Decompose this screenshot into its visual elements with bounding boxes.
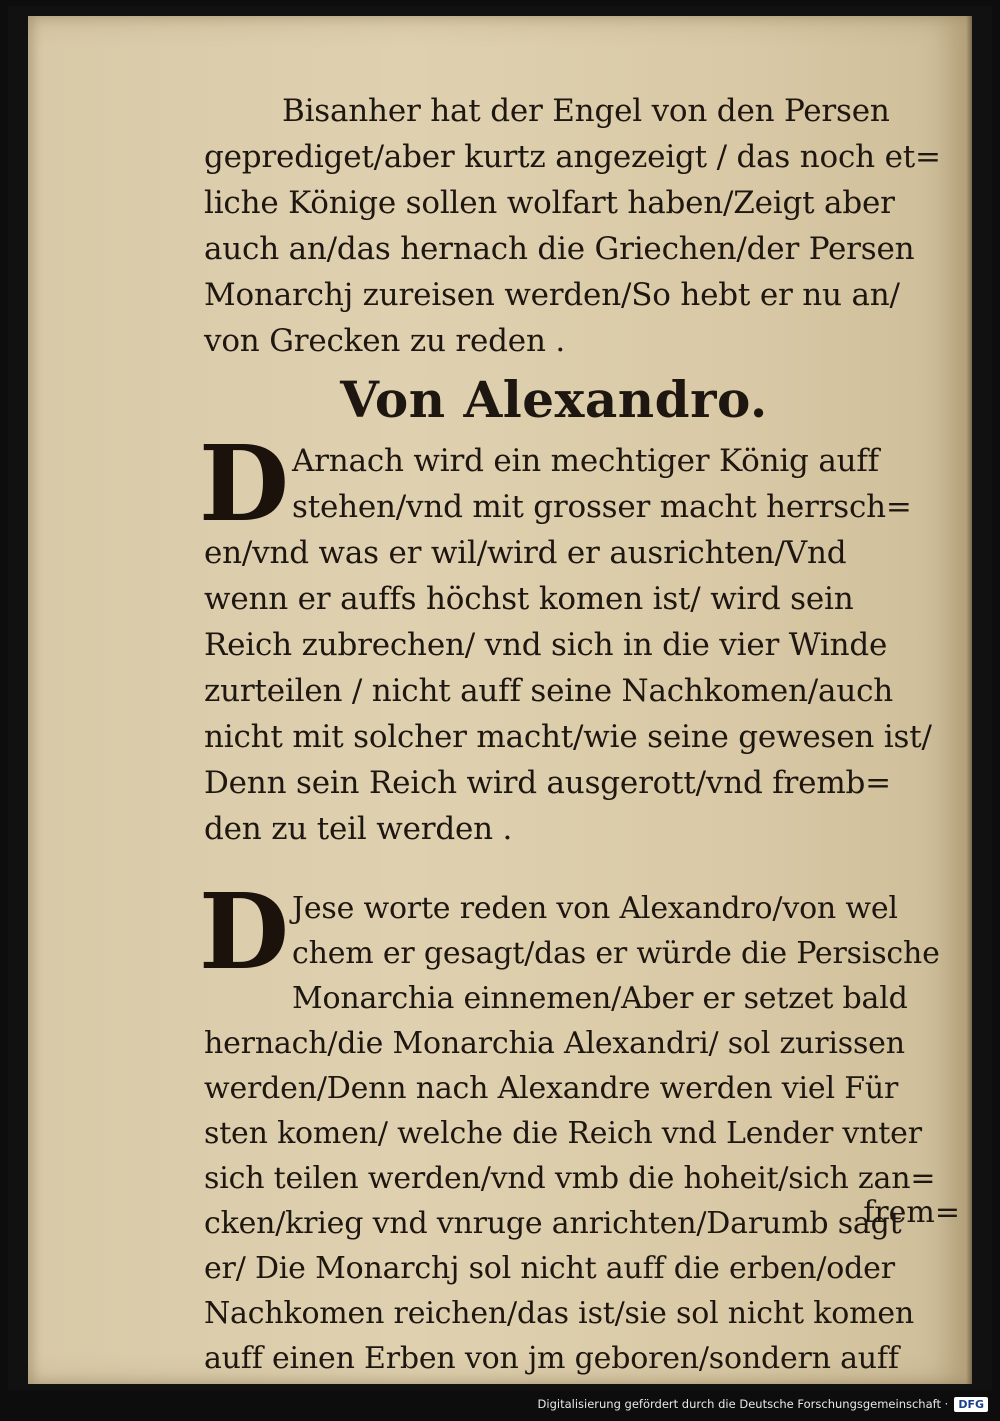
text-line: er/ Die Monarchj sol nicht auff die erben/oder bbox=[204, 1251, 895, 1286]
text-line: Monarchia einnemen/Aber er setzet bald bbox=[292, 981, 908, 1016]
text-line: Jese worte reden von Alexandro/von wel bbox=[292, 891, 898, 926]
text-line: auff einen Erben von jm geboren/sondern auff bbox=[204, 1341, 899, 1376]
text-line: cken/krieg vnd vnruge anrichten/Darumb sagt bbox=[204, 1206, 902, 1241]
paragraph-alexander bbox=[198, 422, 932, 852]
page-gutter-shadow bbox=[966, 16, 972, 1384]
drop-cap-initial: D bbox=[198, 422, 290, 545]
page-text bbox=[198, 88, 941, 1381]
text-line: liche Könige sollen wolfart haben/Zeigt aber bbox=[204, 185, 895, 221]
text-line: wenn er auffs höchst komen ist/ wird sein bbox=[204, 581, 854, 617]
text-line: sten komen/ welche die Reich vnd Lender vnter bbox=[204, 1116, 922, 1151]
text-line: zurteilen / nicht auff seine Nachkomen/auch bbox=[204, 673, 894, 709]
text-line: Bisanher hat der Engel von den Persen bbox=[282, 93, 890, 129]
text-line: Monarchj zureisen werden/So hebt er nu an/ bbox=[204, 277, 900, 313]
text-line: von Grecken zu reden . bbox=[204, 323, 566, 359]
text-line: Reich zubrechen/ vnd sich in die vier Winde bbox=[204, 627, 888, 663]
text-line: en/vnd was er wil/wird er ausrichten/Vnd bbox=[204, 535, 847, 571]
text-line: auch an/das hernach die Griechen/der Persen bbox=[204, 231, 915, 267]
footer-credit: Digitalisierung gefördert durch die Deutsche Forschungsgemeinschaft · bbox=[537, 1397, 949, 1411]
text-line: werden/Denn nach Alexandre werden viel Für bbox=[204, 1071, 899, 1106]
text-line: den zu teil werden . bbox=[204, 811, 513, 847]
text-line: chem er gesagt/das er würde die Persische bbox=[292, 936, 940, 971]
text-line: sich teilen werden/vnd vmb die hoheit/sich zan= bbox=[204, 1161, 936, 1196]
text-line: stehen/vnd mit grosser macht herrsch= bbox=[292, 489, 912, 525]
digitization-footer bbox=[538, 1393, 988, 1415]
text-line: Denn sein Reich wird ausgerott/vnd fremb= bbox=[204, 765, 891, 801]
text-line: Nachkomen reichen/das ist/sie sol nicht komen bbox=[204, 1296, 914, 1331]
paragraph-intro bbox=[204, 88, 941, 364]
text-line: hernach/die Monarchia Alexandri/ sol zurissen bbox=[204, 1026, 905, 1061]
text-line: geprediget/aber kurtz angezeigt / das noch et= bbox=[204, 139, 941, 175]
text-line: Arnach wird ein mechtiger König auff bbox=[292, 443, 879, 479]
dfg-logo-icon: DFG bbox=[954, 1397, 988, 1412]
text-line: nicht mit solcher macht/wie seine gewesen ist/ bbox=[204, 719, 932, 755]
section-heading: Von Alexandro. bbox=[340, 370, 768, 429]
catchword: frem= bbox=[863, 1195, 960, 1230]
drop-cap-initial: D bbox=[198, 870, 290, 993]
